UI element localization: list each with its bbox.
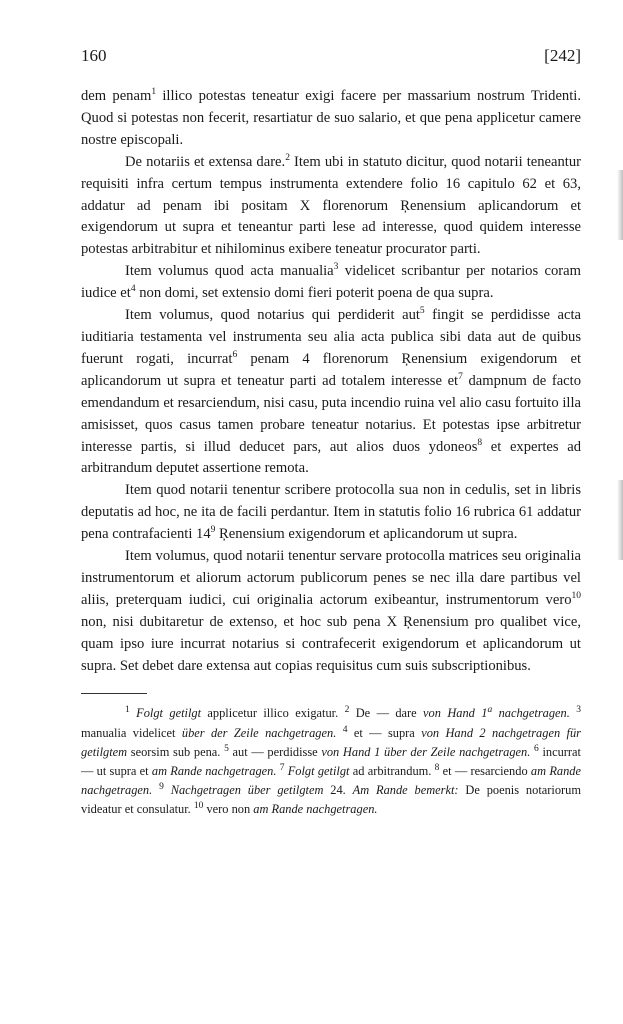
paragraph [81,546,581,677]
paragraph [81,305,581,480]
footnote-marker: 3 [333,262,339,273]
bracket-reference: [242] [544,46,581,65]
text-run: Item volumus quod acta manualia [125,263,334,280]
main-text [81,86,581,677]
text-run: seorsim sub pena. [127,744,225,759]
text-run: et — supra [347,725,422,740]
footnote-marker: 9 [159,782,164,793]
footnote-marker: 3 [576,705,581,716]
footnote-marker: 7 [279,762,285,773]
footnote-marker: 6 [534,743,539,754]
italic-text: Am Rande bemerkt: [352,783,459,798]
text-run: non domi, set extensio domi fieri poterit poena de qua supra. [135,285,494,302]
italic-text: Nachgetragen über getilgtem [170,783,324,798]
footnote-divider [81,693,147,694]
italic-text: am Rande nachgetragen. [81,764,581,798]
text-run: Item volumus, quod notarii tenentur servare protocolla matrices seu originalia instrumentorum et aliorum actorum publicorum penes se nec illa dare partibus vel aliis, preterquam iudici, cui originalia actorum exibeantur, instrumentorum vero [81,548,581,608]
text-run: dem penam [81,88,152,104]
text-run: De notariis et extensa dare. [125,153,286,170]
footnotes [81,704,581,819]
footnote-marker: a [487,705,493,716]
italic-text: am Rande nachgetragen. [151,764,277,779]
running-header [81,40,581,66]
paragraph [81,86,581,152]
text-run: et — resarciendo [439,764,531,779]
footnote-marker: 4 [342,724,348,735]
italic-text: am Rande nachgetragen. [253,802,378,817]
text-run: illico potestas teneatur exigi facere per massarium nostrum Tridenti. Quod si potestas non fecerit, resartiatur de suo salario, et que pena applicetur camere nostre episcopali. [81,88,581,148]
footnote-marker: 1 [151,87,157,98]
italic-text: von Hand 1 [423,706,488,721]
text-run: Item ubi in statuto dicitur, quod notarii teneantur requisiti infra certum tempus instrumenta extendere folio 16 capitulo 62 et 63, addatur ad penam ibi positam X florenorum Ŗenensium aplicandorum et exigendorum ut supra et teneantur parti lese ad interesse, quod quidem interesse potestas arbitrabitur et nihilominus exibere teneatur procurator parti. [81,153,582,258]
text-run: et expertes ad arbitrandum deputet assertione remota. [81,438,581,477]
footnote-marker: 4 [130,284,136,295]
italic-text: von Hand 1 über der Zeile nachgetragen. [321,744,531,759]
paragraph [81,152,581,262]
italic-text: über der Zeile nachgetragen. [181,725,337,740]
text-run: applicetur illico exigatur. [201,706,345,721]
text-run: Ŗenensium exigendorum et aplicandorum ut supra. [215,526,518,543]
page-edge-shadow [617,480,623,560]
text-run: incurrat — ut supra et [81,744,581,779]
footnote-marker: 10 [571,590,581,601]
footnote-marker: 5 [224,743,229,754]
footnote-marker: 8 [477,437,483,448]
footnote-marker: 5 [419,306,425,317]
footnote-marker: 6 [232,350,238,361]
footnote-marker: 10 [193,801,204,812]
footnote-marker: 2 [285,152,290,163]
italic-text: von Hand 2 nachgetragen für getilgtem [81,725,581,759]
text-run: Item volumus, quod notarius qui perdiderit aut [125,307,420,324]
text-run: non, nisi dubitaretur de extenso, et hoc sub pena X Ŗenensium pro qualibet vice, quam ipso iure incurrat notarius si contrafecerit exigendorum et aplicandorum ut supra. Set debet dare extensa aut copias requisitus cum suis subscriptionibus. [81,613,581,674]
footnote-marker: 9 [210,525,216,536]
text-run: De — dare [349,706,424,721]
paragraph [81,261,581,305]
text-run: De poenis notariorum videatur et consulatur. [81,783,581,817]
text-run: fingit se perdidisse acta iuditiaria testamenta vel instrumenta seu alia acta publica sibi data aut de quibus fuerunt rogati, incurrat [81,307,581,367]
text-run: manualia videlicet [81,725,182,740]
footnote-marker: 8 [434,762,440,773]
text-run: videlicet scribantur per notarios coram iudice et [81,263,581,302]
text-run: 24. [323,783,353,798]
page-number: 160 [81,46,107,65]
italic-text: nachgetragen. [498,706,570,721]
book-page [81,40,581,820]
text-run: aut — perdidisse [228,744,322,759]
italic-text: Folgt getilgt [287,764,350,779]
text-run: dampnum de facto emendandum et resarciendum, nisi casu, puta incendio ruina vel alio casu fortuito illa amisisset, quos casus tamen probare teneatur notarius. Et potestas ipse arbitretur interesse partis, si illud deducet pars, aut alios duos ydoneos [81,372,581,455]
text-run: Item quod notarii tenentur scribere protocolla sua non in cedulis, set in libris deputatis ad hoc, ne ita de facili perdantur. Item in statutis folio 16 rubrica 61 addatur pena contrafacienti 14 [81,482,581,543]
text-run: ad arbitrandum. [349,764,435,779]
paragraph [81,480,581,546]
italic-text: Folgt getilgt [136,706,202,721]
footnote-marker: 2 [344,705,350,716]
text-run: vero non [203,802,254,817]
text-run: penam 4 florenorum Ŗenensium exigendorum et aplicandorum ut supra et teneatur parti ad totalem interesse et [81,350,582,389]
footnote-marker: 1 [125,705,130,716]
footnote-marker: 7 [458,371,463,382]
page-edge-shadow [617,170,623,240]
text-run [164,783,171,797]
